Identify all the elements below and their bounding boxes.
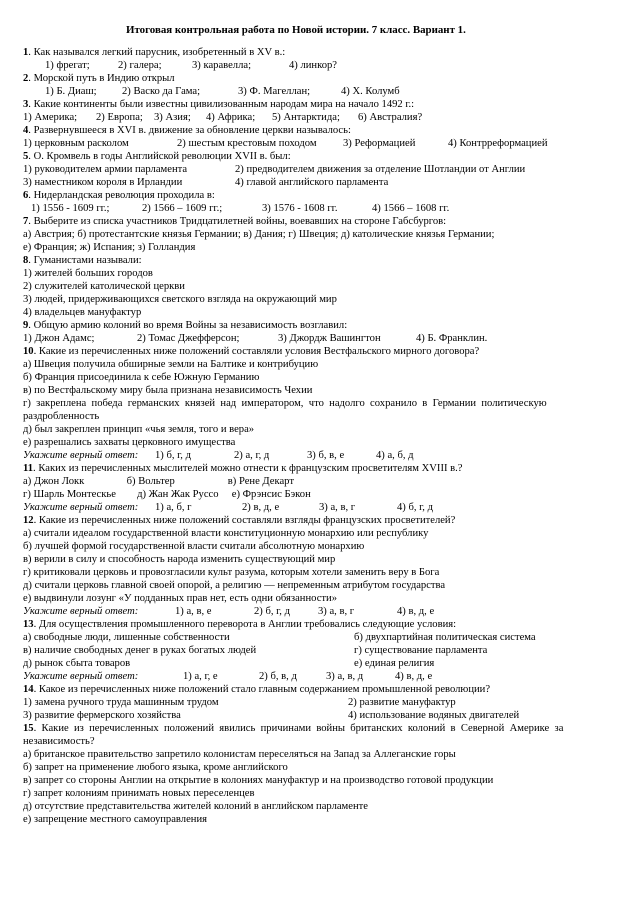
answer-option: 4) б, г, д bbox=[397, 502, 433, 513]
page-title: Итоговая контрольная работа по Новой истории. 7 класс. Вариант 1. bbox=[126, 24, 466, 36]
option-line: а) считали идеалом государственной власти конституционную монархию или республику bbox=[23, 528, 429, 539]
option-line: а) Джон Локк б) Вольтер в) Рене Декарт bbox=[23, 476, 294, 487]
option-line: в) запрет со стороны Англии на открытие в колониях мануфактур и на производство готовой продукции bbox=[23, 775, 494, 786]
option: 3) Ф. Магеллан; bbox=[238, 86, 311, 97]
option-line: б) лучшей формой государственной власти считали абсолютную монархию bbox=[23, 541, 365, 552]
question-number: 11 bbox=[23, 463, 34, 474]
question-text: . Какие континенты были известны цивилизованным народам мира на начало 1492 г.: bbox=[28, 99, 415, 110]
option: 4) использование водяных двигателей bbox=[348, 710, 520, 721]
option: б) двухпартийная политическая система bbox=[354, 632, 536, 643]
question-number: 9 bbox=[23, 320, 29, 331]
answer-option: 2) б, г, д bbox=[254, 606, 290, 617]
question-number: 13 bbox=[23, 619, 34, 630]
question-3 bbox=[23, 98, 414, 111]
answer-option: 3) а, в, д bbox=[326, 671, 364, 682]
option: е) единая религия bbox=[354, 658, 435, 669]
option-line: д) был закреплен принцип «чья земля, того и вера» bbox=[23, 424, 255, 435]
option-line: б) запрет на применение любого языка, кроме английского bbox=[23, 762, 288, 773]
option: 1) Джон Адамс; bbox=[23, 333, 95, 344]
option: 6) Австралия? bbox=[358, 112, 423, 123]
option: а) свободные люди, лишенные собственности bbox=[23, 632, 230, 643]
option: 3) Реформацией bbox=[343, 138, 416, 149]
question-5 bbox=[23, 150, 291, 163]
answer-option: 1) б, г, д bbox=[155, 450, 191, 461]
option: 3) Джордж Вашингтон bbox=[278, 333, 381, 344]
question-text: . Какие из перечисленных ниже положений составляли взгляды французских просветителей? bbox=[33, 515, 456, 526]
answer-prompt: Укажите верный ответ: bbox=[23, 450, 139, 461]
question-number: 5 bbox=[23, 151, 29, 162]
option: в) наличие свободных денег в руках богатых людей bbox=[23, 645, 257, 656]
question-number: 1 bbox=[23, 47, 29, 58]
option-line: а) Швеция получила обширные земли на Балтике и контрибуцию bbox=[23, 359, 319, 370]
question-text: . Какое из перечисленных ниже положений стало главным содержанием промышленной революции? bbox=[33, 684, 491, 695]
option-line: е) запрещение местного самоуправления bbox=[23, 814, 207, 825]
question-number: 14 bbox=[23, 684, 34, 695]
question-8 bbox=[23, 254, 142, 267]
question-15 bbox=[23, 722, 563, 735]
option: 2) развитие мануфактур bbox=[348, 697, 456, 708]
question-number: 12 bbox=[23, 515, 34, 526]
option-line: д) отсутствие представительства жителей колоний в английском парламенте bbox=[23, 801, 368, 812]
option: 4) владельцев мануфактур bbox=[23, 307, 142, 318]
option-line: е) разрешались захваты церковного имущества bbox=[23, 437, 236, 448]
option: 1) руководителем армии парламента bbox=[23, 164, 188, 175]
option-line: а) Австрия; б) протестантские князья Германии; в) Дания; г) Швеция; д) католические князья Германии; bbox=[23, 229, 495, 240]
question-13 bbox=[23, 618, 456, 631]
question-1 bbox=[23, 46, 285, 59]
option: 4) главой английского парламента bbox=[235, 177, 389, 188]
option: 3) Азия; bbox=[154, 112, 191, 123]
option-line: г) Шарль Монтескье д) Жан Жак Руссо е) Фрэнсис Бэкон bbox=[23, 489, 311, 500]
question-number: 7 bbox=[23, 216, 29, 227]
question-10 bbox=[23, 345, 479, 358]
option: 2) предводителем движения за отделение Шотландии от Англии bbox=[235, 164, 526, 175]
question-text: . Каких из перечисленных мыслителей можно отнести к французским просветителям XVIII в.? bbox=[33, 463, 463, 474]
option: 3) наместником короля в Ирландии bbox=[23, 177, 183, 188]
option: 1) жителей больших городов bbox=[23, 268, 153, 279]
option-line: в) по Вестфальскому миру была признана независимость Чехии bbox=[23, 385, 313, 396]
question-6 bbox=[23, 189, 215, 202]
option-line: раздробленность bbox=[23, 411, 100, 422]
answer-option: 2) б, в, д bbox=[259, 671, 297, 682]
option: г) существование парламента bbox=[354, 645, 488, 656]
question-7 bbox=[23, 215, 446, 228]
option: 1) 1556 - 1609 гг.; bbox=[31, 203, 110, 214]
question-number: 3 bbox=[23, 99, 29, 110]
question-number: 4 bbox=[23, 125, 29, 136]
option-line: е) выдвинули лозунг «У подданных прав нет, есть одни обязанности» bbox=[23, 593, 338, 604]
option: 3) людей, придерживающихся светского взгляда на окружающий мир bbox=[23, 294, 337, 305]
option: 1) Америка; bbox=[23, 112, 78, 123]
answer-option: 4) а, б, д bbox=[376, 450, 414, 461]
question-text: . Общую армию колоний во время Войны за независимость возглавил: bbox=[28, 320, 348, 331]
option: 3) развитие фермерского хозяйства bbox=[23, 710, 181, 721]
option: 2) служителей католической церкви bbox=[23, 281, 185, 292]
option-line: а) британское правительство запретило колонистам переселяться на Запад за Аллеганские горы bbox=[23, 749, 456, 760]
answer-option: 4) в, д, е bbox=[395, 671, 433, 682]
question-text: . Развернувшееся в XVI в. движение за обновление церкви называлось: bbox=[28, 125, 351, 136]
option: 4) Х. Колумб bbox=[341, 86, 400, 97]
option: 5) Антарктида; bbox=[272, 112, 340, 123]
answer-option: 1) а, в, е bbox=[175, 606, 212, 617]
option: 2) Европа; bbox=[96, 112, 143, 123]
option: 2) галера; bbox=[118, 60, 162, 71]
option: 3) каравелла; bbox=[192, 60, 252, 71]
option: 2) Васко да Гама; bbox=[122, 86, 201, 97]
option: 2) шестым крестовым походом bbox=[177, 138, 317, 149]
option: 1) замена ручного труда машинным трудом bbox=[23, 697, 219, 708]
question-11 bbox=[23, 462, 463, 475]
answer-prompt: Укажите верный ответ: bbox=[23, 606, 139, 617]
question-text: . Выберите из списка участников Тридцатилетней войны, воевавших на стороне Габсбургов: bbox=[28, 216, 447, 227]
question-number: 2 bbox=[23, 73, 29, 84]
option-line: независимость? bbox=[23, 736, 95, 747]
answer-option: 3) а, в, г bbox=[319, 502, 356, 513]
question-text: . Гуманистами называли: bbox=[28, 255, 142, 266]
answer-option: 1) а, б, г bbox=[155, 502, 192, 513]
option-line: г) закреплена победа германских князей над императором, что надолго сохранило в Германии политическую bbox=[23, 398, 547, 409]
question-text: . О. Кромвель в годы Английской революции XVII в. был: bbox=[28, 151, 291, 162]
option: 1) фрегат; bbox=[45, 60, 90, 71]
option: 2) 1566 – 1609 гг.; bbox=[142, 203, 223, 214]
question-2 bbox=[23, 72, 175, 85]
question-number: 6 bbox=[23, 190, 29, 201]
option: 1) церковным расколом bbox=[23, 138, 129, 149]
answer-prompt: Укажите верный ответ: bbox=[23, 671, 139, 682]
option: 4) Африка; bbox=[206, 112, 256, 123]
option: 4) линкор? bbox=[289, 60, 338, 71]
answer-prompt: Укажите верный ответ: bbox=[23, 502, 139, 513]
question-text: . Морской путь в Индию открыл bbox=[28, 73, 175, 84]
option: 4) Б. Франклин. bbox=[416, 333, 488, 344]
question-text: . Нидерландская революция проходила в: bbox=[28, 190, 215, 201]
question-number: 15 bbox=[23, 723, 34, 734]
question-14 bbox=[23, 683, 490, 696]
option-line: г) запрет колониям принимать новых переселенцев bbox=[23, 788, 255, 799]
option: 1) Б. Диаш; bbox=[45, 86, 97, 97]
question-text: . Какие из перечисленных положений явились причинами войны британских колоний в Северной Америке за bbox=[33, 723, 564, 734]
answer-option: 2) в, д, е bbox=[242, 502, 280, 513]
answer-option: 4) в, д, е bbox=[397, 606, 435, 617]
question-text: . Для осуществления промышленного переворота в Англии требовались следующие условия: bbox=[33, 619, 457, 630]
question-number: 8 bbox=[23, 255, 29, 266]
option: 4) Контрреформацией bbox=[448, 138, 548, 149]
option-line: г) критиковали церковь и провозгласили культ разума, которым хотели заменить веру в Бога bbox=[23, 567, 440, 578]
question-4 bbox=[23, 124, 351, 137]
question-12 bbox=[23, 514, 455, 527]
option: 2) Томас Джефферсон; bbox=[137, 333, 240, 344]
option: д) рынок сбыта товаров bbox=[23, 658, 131, 669]
option: 4) 1566 – 1608 гг. bbox=[372, 203, 450, 214]
question-9 bbox=[23, 319, 347, 332]
option-line: в) верили в силу и способность народа изменить существующий мир bbox=[23, 554, 336, 565]
question-text: . Как назывался легкий парусник, изобретенный в XV в.: bbox=[28, 47, 286, 58]
question-text: . Какие из перечисленных ниже положений составляли условия Вестфальского мирного договора? bbox=[33, 346, 480, 357]
answer-option: 2) а, г, д bbox=[234, 450, 270, 461]
option-line: б) Франция присоединила к себе Южную Германию bbox=[23, 372, 260, 383]
option-line: д) считали церковь главной своей опорой, а религию — непременным атрибутом государства bbox=[23, 580, 446, 591]
option: 3) 1576 - 1608 гг. bbox=[262, 203, 338, 214]
option-line: е) Франция; ж) Испания; з) Голландия bbox=[23, 242, 196, 253]
answer-option: 3) а, в, г bbox=[318, 606, 355, 617]
answer-option: 3) б, в, е bbox=[307, 450, 345, 461]
question-number: 10 bbox=[23, 346, 34, 357]
answer-option: 1) а, г, е bbox=[183, 671, 218, 682]
